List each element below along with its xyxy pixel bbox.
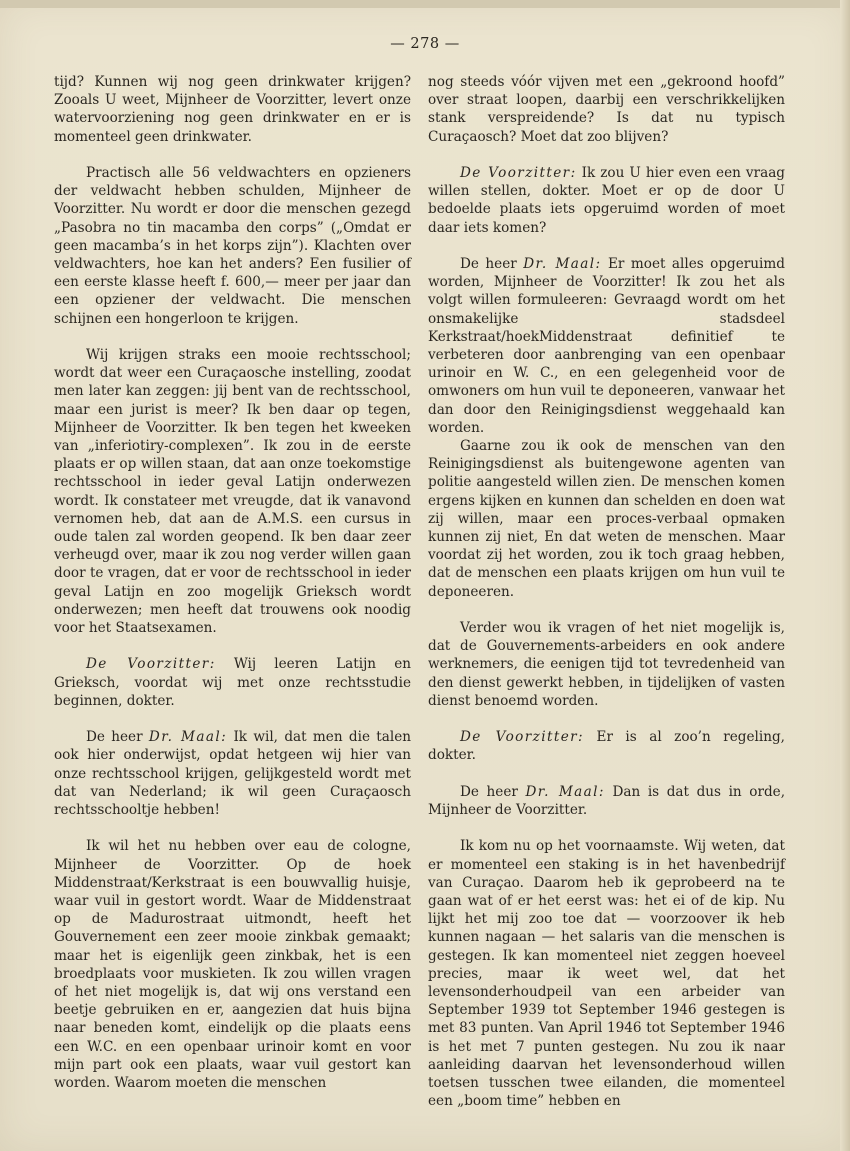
paragraph: Ik kom nu op het voornaamste. Wij weten, dat er momenteel een staking is in het havenbedrijf van Curaçao. Daarom heb ik geprobeerd na te gaan wat of er het eerst was: het ei of de kip. Nu lijkt het mij zoo toe dat — voorzoover ik heb kunnen nagaan — het salaris van die menschen is gestegen. Ik kan momenteel niet zeggen hoeveel precies, maar ik weet wel, dat het levensonderhoudpeil van een arbeider van September 1939 tot September 1946 gestegen is met 83 punten. Van April 1946 tot September 1946 is het met 7 punten gestegen. Nu zou ik naar aanleiding daarvan het levensonderhoud willen toetsen tusschen twee eilanden, die momenteel een „boom time” hebben en: [428, 838, 785, 1110]
paragraph: Verder wou ik vragen of het niet mogelijk is, dat de Gouvernements-arbeiders en ook andere werknemers, die eenigen tijd tot tevredenheid van den dienst gewerkt hebben, in tijdelijken of vasten dienst benoemd worden.: [428, 620, 785, 709]
right-column: [428, 73, 785, 1110]
dialogue-paragraph: [428, 728, 785, 764]
dialogue-paragraph: [54, 728, 411, 819]
dialogue-paragraph: [54, 655, 411, 710]
speech-text: Ik wil, dat men die talen ook hier onderwijst, opdat hetgeen wij hier van onze rechtsschool krijgen, gelijkgesteld wordt met dat van Nederland; ik wil geen Curaçaosch rechtsschooltje hebben!: [54, 729, 412, 819]
speaker-name: De Voorzitter:: [460, 729, 585, 746]
speech-text: Ik zou U hier even een vraag willen stellen, dokter. Moet er op de door U bedoelde plaats iets opgeruimd worden of moet daar iets komen?: [428, 165, 785, 236]
paragraph: Practisch alle 56 veldwachters en opzieners der veldwacht hebben schulden, Mijnheer de Voorzitter. Nu wordt er door die menschen gezegd „Pasobra no tin macamba den corps” („Omdat er geen macamba’s in het korps zijn”). Klachten over veldwachters, hoe kan het anders? Een fusilier of een eerste klasse heeft f. 600,— meer per jaar dan een opziener der veldwacht. Die menschen schijnen een hongerloon te krijgen.: [54, 165, 411, 327]
speech-text: Wij leeren Latijn en Grieksch, voordat wij met onze rechtsstudie beginnen, dokter.: [54, 656, 411, 709]
speaker-name: Dr. Maal:: [523, 256, 602, 272]
speaker-name: De Voorzitter:: [460, 165, 577, 181]
dialogue-paragraph: [428, 164, 785, 237]
page-number: — 278 —: [390, 36, 460, 52]
paragraph: Wij krijgen straks een mooie rechtsschool; wordt dat weer een Curaçaosche instelling, zoodat men later kan zeggen: jij bent van de rechtsschool, maar een jurist is meer? Ik ben daar op tegen, Mijnheer de Voorzitter. Ik ben tegen het kweeken van „inferiotiry-complexen”. Ik zou in de eerste plaats er op willen staan, dat aan onze toekomstige rechtsschool in ieder geval Latijn onderwezen wordt. Ik constateer met vreugde, dat ik vanavond vernomen heb, dat aan de A.M.S. een cursus in oude talen zal worden geopend. Ik ben daar zeer verheugd over, maar ik zou nog verder willen gaan door te vragen, dat er voor de rechtsschool in ieder geval Latijn en zoo mogelijk Grieksch wordt onderwezen; men heeft dat trouwens ook noodig voor het Staatsexamen.: [54, 347, 411, 637]
scan-right-edge: [840, 0, 850, 1151]
speaker-name: Dr. Maal:: [148, 729, 228, 746]
paragraph: tijd? Kunnen wij nog geen drinkwater krijgen? Zooals U weet, Mijnheer de Voorzitter, levert onze watervoorziening nog geen drinkwater en er is momenteel geen drinkwater.: [54, 74, 411, 145]
left-column: [54, 73, 411, 1092]
speaker-name: Dr. Maal:: [525, 783, 605, 800]
speaker-prefix: De heer: [86, 729, 143, 746]
speech-text: Er is al zoo’n regeling, dokter.: [428, 729, 786, 764]
speaker-prefix: De heer: [460, 256, 517, 272]
scan-top-edge: [0, 0, 850, 8]
dialogue-paragraph: [428, 255, 785, 437]
paragraph: nog steeds vóór vijven met een „gekroond hoofd” over straat loopen, daarbij een verschrikkelijken stank verspreidende? Is dat nu typisch Curaçaosch? Moet dat zoo blijven?: [428, 74, 785, 145]
paragraph: Gaarne zou ik ook de menschen van den Reinigingsdienst als buitengewone agenten van politie aangesteld willen zien. De menschen komen ergens kijken en kunnen dan schelden en doen wat zij willen, maar een proces-verbaal opmaken kunnen zij niet, En dat weten de menschen. Maar voordat zij het worden, zou ik toch graag hebben, dat de menschen een plaats krijgen om hun vuil te deponeeren.: [428, 438, 785, 600]
speech-text: Er moet alles opgeruimd worden, Mijnheer de Voorzitter! Ik zou het als volgt willen formuleeren: Gevraagd wordt om het onsmakelijke stadsdeel Kerkstraat/hoekMiddenstraat definitief te verbeteren door aanbrenging van een openbaar urinoir en W. C., en een gelegenheid voor de omwoners om hun vuil te deponeeren, vanwaar het dan door den Reinigingsdienst weggehaald kan worden.: [428, 256, 786, 436]
paragraph: Ik wil het nu hebben over eau de cologne, Mijnheer de Voorzitter. Op de hoek Middenstraat/Kerkstraat is een bouwvallig huisje, waar vuil in gestort wordt. Waar de Middenstraat op de Madurostraat uitmondt, heeft het Gouvernement een zeer mooie zinkbak gemaakt; maar het is eigenlijk geen zinkbak, het is een broedplaats voor muskieten. Ik zou willen vragen of het niet mogelijk is, dat wij ons verstand een beetje gebruiken en er, aangezien dat huis bijna naar beneden komt, eindelijk op die plaats eens een W.C. en een openbaar urinoir komt en voor mijn part ook een plaats, waar vuil gestort kan worden. Waarom moeten die menschen: [54, 838, 411, 1092]
speech-text: Dan is dat dus in orde, Mijnheer de Voorzitter.: [428, 783, 786, 819]
speaker-name: De Voorzitter:: [86, 656, 216, 673]
dialogue-paragraph: [428, 783, 785, 819]
speaker-prefix: De heer: [460, 783, 518, 800]
